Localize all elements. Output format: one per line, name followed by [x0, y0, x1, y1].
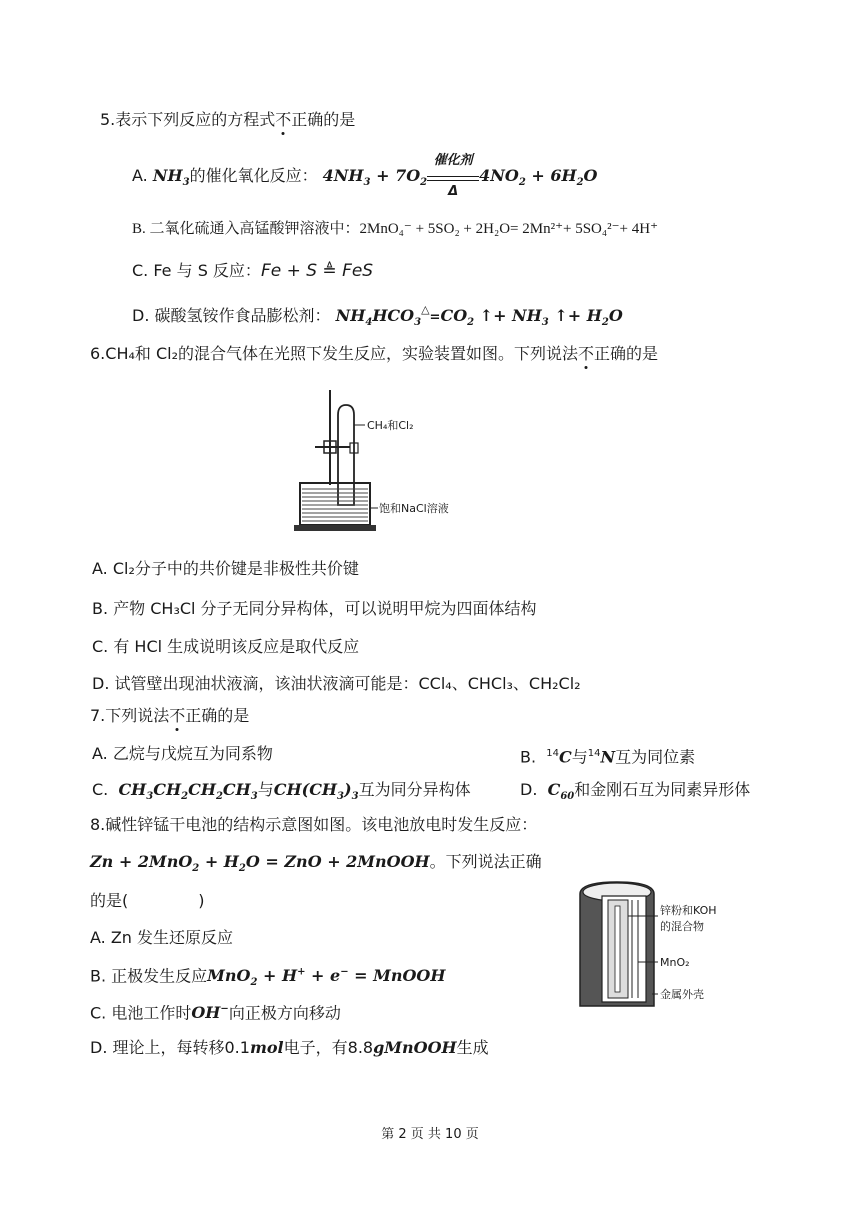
- page-footer: 第 2 页 共 10 页: [381, 1127, 479, 1142]
- q6-fig-label-solution: 饱和NaCl溶液: [379, 502, 449, 515]
- q7-option-d: D. $C_{60}$和金刚石互为同素异形体: [520, 780, 751, 803]
- q8-fig-label-mno2: MnO₂: [660, 956, 690, 969]
- q8-stem: 8.碱性锌锰干电池的结构示意图如图。该电池放电时发生反应：: [90, 815, 538, 834]
- q8-option-b: B. 正极发生反应MnO$_2$ + H+ + e− = MnOOH: [90, 966, 446, 989]
- q8-fig-label-shell: 金属外壳: [660, 988, 704, 1001]
- q7-option-c: C. $CH_3CH_2CH_2CH_3$与$CH(CH_3)_3$互为同分异构体: [92, 780, 471, 803]
- q5-option-b: B. 二氧化硫通入高锰酸钾溶液中：2MnO₄⁻ + 5SO₂ + 2H₂O= 2Mn²⁺+ 5SO₄²⁻+ 4H⁺: [132, 221, 658, 237]
- q8-equation: $Zn + 2MnO_2 + H_2O$ = ZnO + 2MnOOH。下列说法正确: [90, 852, 542, 875]
- q8-battery-figure: [572, 876, 752, 1016]
- q5-option-d: D. 碳酸氢铵作食品膨松剂： $NH_4HCO_3^\triangle=CO_2$ ↑+ $NH_3$ ↑+ $H_2O$: [132, 303, 623, 329]
- q7-option-a: A. 乙烷与戊烷互为同系物: [92, 744, 273, 763]
- q7-option-b: B. $^{14}$C与$^{14}$N互为同位素: [520, 747, 696, 767]
- q5-stem: 5.表示下列反应的方程式不正确的是: [100, 110, 356, 129]
- q8-fig-label-mixture: 的混合物: [660, 920, 704, 933]
- q5-option-c: C. Fe 与 S 反应：Fe + S ≜ FeS: [132, 261, 374, 281]
- q8-option-a: A. Zn 发生还原反应: [90, 928, 234, 947]
- q6-fig-label-gas: CH₄和Cl₂: [367, 419, 414, 432]
- q7-stem: 7.下列说法不正确的是: [90, 706, 250, 725]
- q5-option-a: A. $NH_3$的催化氧化反应： $4NH_3 + 7O_2$ 催化剂 Δ $4NO_2 + 6H_2O$: [132, 153, 598, 199]
- q8-option-d: D. 理论上，每转移0.1mol电子，有8.8gMnOOH生成: [90, 1038, 489, 1057]
- q6-option-c: C. 有 HCl 生成说明该反应是取代反应: [92, 637, 360, 656]
- q8-fig-label-zinc: 锌粉和KOH: [660, 904, 717, 917]
- q6-option-b: B. 产物 CH₃Cl 分子无同分异构体，可以说明甲烷为四面体结构: [92, 599, 537, 618]
- q6-stem: 6.CH₄和 Cl₂的混合气体在光照下发生反应，实验装置如图。下列说法不正确的是: [90, 344, 659, 363]
- q8-stem-end: 的是( ): [90, 891, 205, 910]
- q6-option-a: A. Cl₂分子中的共价键是非极性共价键: [92, 559, 359, 578]
- q6-option-d: D. 试管壁出现油状液滴，该油状液滴可能是：CCl₄、CHCl₃、CH₂Cl₂: [92, 674, 581, 693]
- q6-apparatus-figure: [290, 385, 490, 535]
- q8-option-c: C. 电池工作时OH−向正极方向移动: [90, 1003, 341, 1023]
